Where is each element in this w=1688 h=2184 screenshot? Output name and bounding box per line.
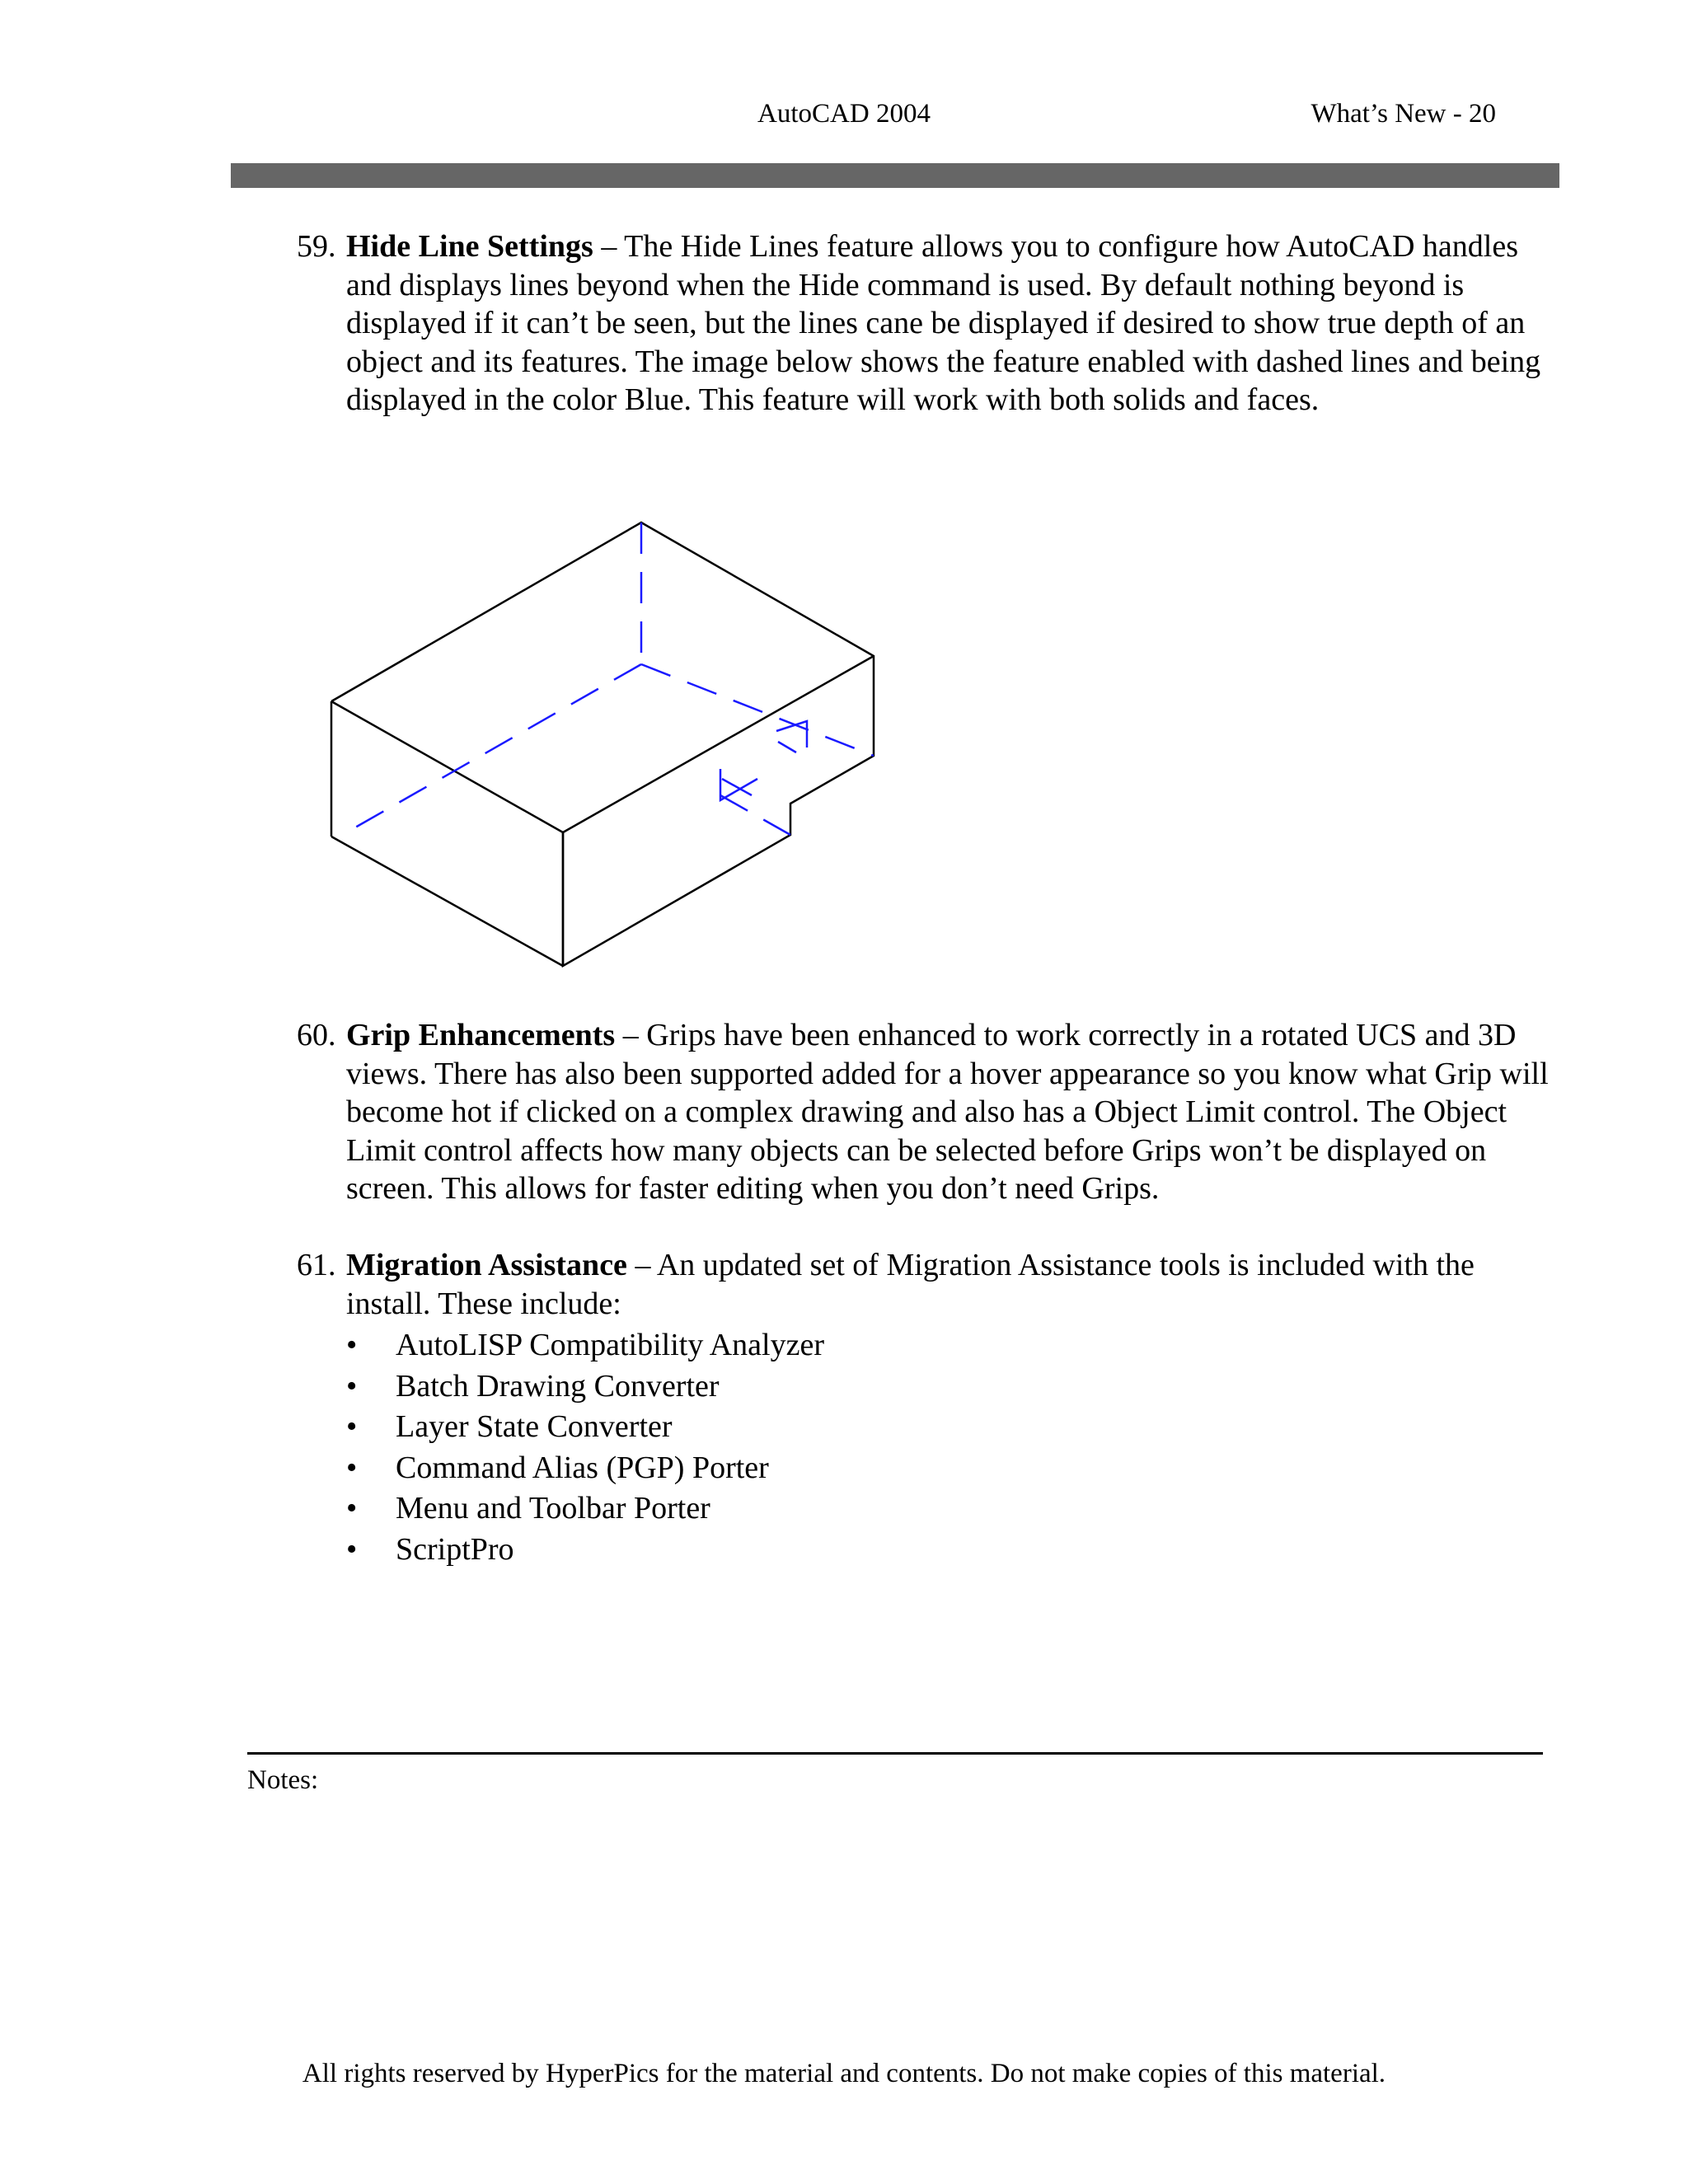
header-page-label: What’s New - 20 [1311, 99, 1496, 129]
list-item-hide-line-settings [297, 227, 1566, 419]
bullet-text: Menu and Toolbar Porter [396, 1491, 710, 1526]
item-text: – An updated set of Migration Assistance tools is included with the install. These include: [346, 1248, 1475, 1321]
item-text: – Grips have been enhanced to work correctly in a rotated UCS and 3D views. There has also been supported added for a hover appearance so you know what Grip will become hot if clicked on a complex drawing and also has a Object Limit control. The Object Limit control affects how many objects can be selected before Grips won’t be displayed on screen. This allows for faster editing when you don’t need Grips. [346, 1018, 1549, 1206]
bullet-icon: • [346, 1450, 358, 1485]
item-number: 60. [297, 1018, 336, 1052]
migration-tools-list [297, 1325, 1566, 1570]
hide-lines-box-figure [300, 499, 905, 981]
bullet-icon: • [346, 1328, 358, 1362]
bullet-item [297, 1325, 1566, 1366]
item-body [346, 1246, 1566, 1323]
item-title: Migration Assistance [346, 1248, 627, 1282]
bullet-text: Batch Drawing Converter [396, 1368, 720, 1404]
item-number: 59. [297, 229, 336, 264]
bullet-text: ScriptPro [396, 1531, 514, 1567]
item-body [346, 227, 1566, 419]
item-body [346, 1016, 1566, 1208]
list-item-grip-enhancements [297, 1016, 1566, 1208]
bullet-item [297, 1407, 1566, 1448]
bullet-text: Command Alias (PGP) Porter [396, 1450, 769, 1485]
copyright-footer: All rights reserved by HyperPics for the material and contents. Do not make copies of this material. [302, 2059, 1386, 2088]
bullet-text: AutoLISP Compatibility Analyzer [396, 1328, 824, 1362]
bullet-icon: • [346, 1368, 358, 1404]
item-title: Hide Line Settings [346, 229, 593, 264]
item-number: 61. [297, 1248, 336, 1282]
visible-edges [331, 523, 874, 966]
list-item-migration-assistance [297, 1246, 1566, 1570]
bullet-icon: • [346, 1531, 358, 1567]
hidden-notch-edge [720, 795, 790, 835]
hidden-right-edge [641, 664, 874, 756]
header-title: AutoCAD 2004 [757, 99, 931, 129]
item-text: – The Hide Lines feature allows you to configure how AutoCAD handles and displays lines beyond when the Hide command is used. By default nothing beyond is displayed if it can’t be seen, but the lines cane be displayed if desired to show true depth of an object and its features. The image below shows the feature enabled with dashed lines and being displayed in the color Blue. This feature will work with both solids and faces. [346, 229, 1541, 417]
bullet-icon: • [346, 1491, 358, 1526]
left-bottom-edge [331, 837, 563, 966]
bullet-text: Layer State Converter [396, 1409, 673, 1444]
hidden-edges [349, 523, 874, 835]
top-face-outline [331, 523, 874, 966]
top-front-edge [563, 656, 874, 832]
bullet-icon: • [346, 1409, 358, 1444]
header-divider-bar [231, 163, 1559, 188]
hidden-notch-detail [720, 721, 807, 800]
bullet-item [297, 1488, 1566, 1530]
bullet-item [297, 1366, 1566, 1408]
notes-label: Notes: [247, 1765, 319, 1795]
item-title: Grip Enhancements [346, 1018, 616, 1052]
bullet-item [297, 1448, 1566, 1489]
hidden-left-edge [349, 664, 641, 831]
bullet-item [297, 1530, 1566, 1571]
notes-divider [247, 1752, 1543, 1755]
